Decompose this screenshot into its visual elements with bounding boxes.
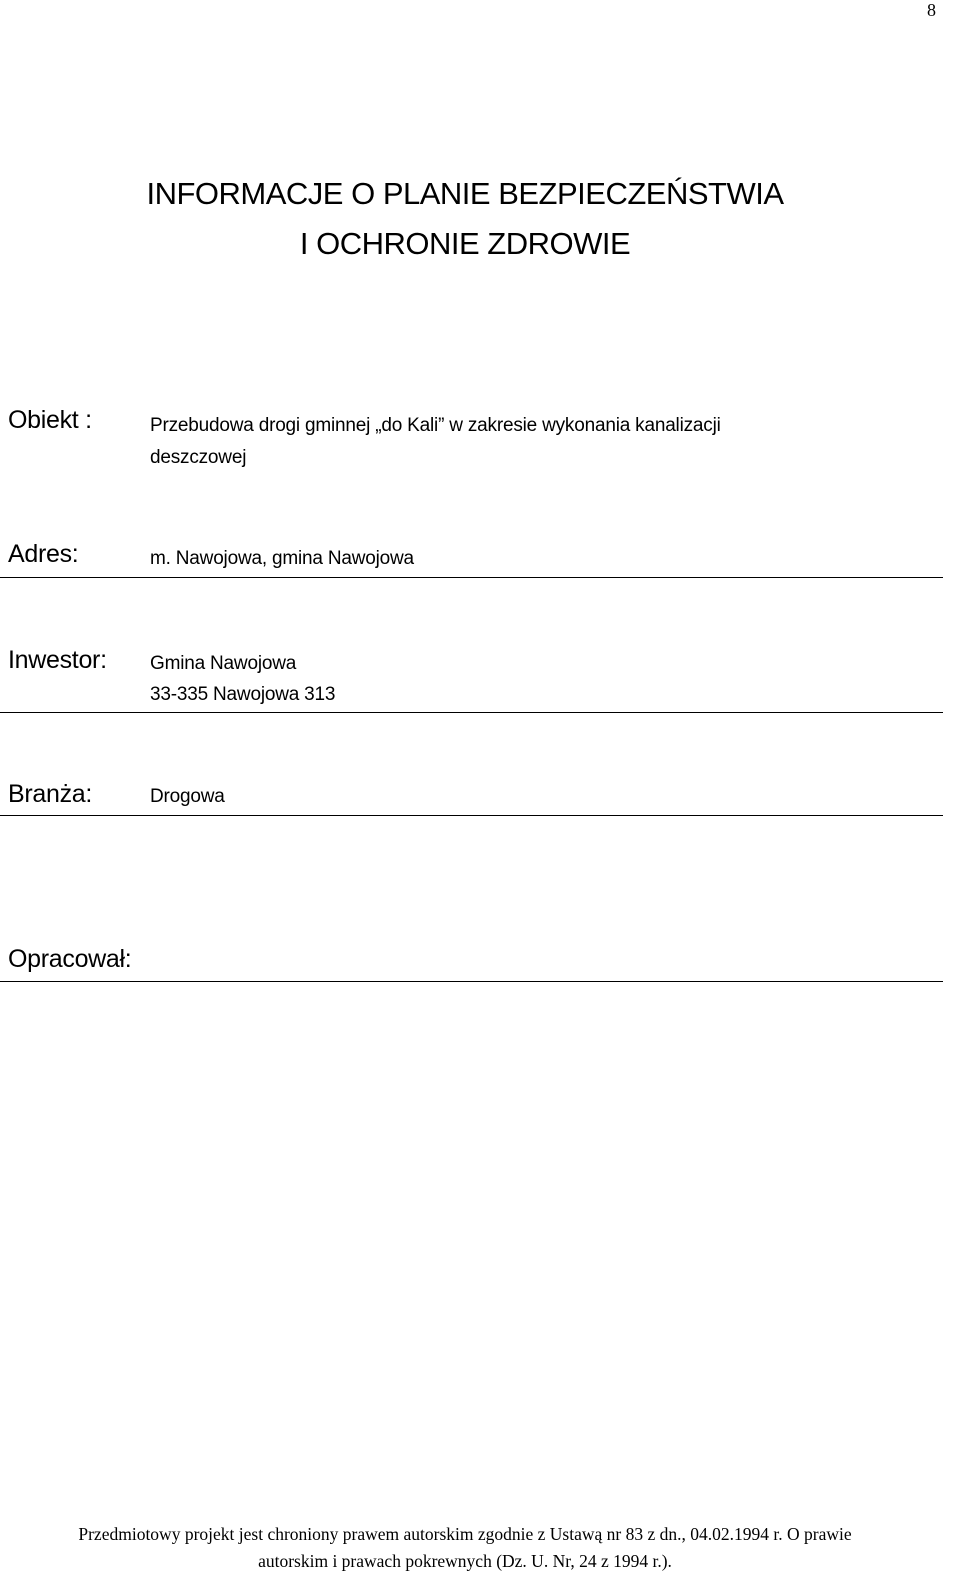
opracowal-divider xyxy=(0,981,943,982)
page-number: 8 xyxy=(927,0,936,20)
inwestor-divider xyxy=(0,712,943,713)
branza-divider xyxy=(0,815,943,816)
inwestor-value-line-1: Gmina Nawojowa xyxy=(150,653,297,674)
adres-divider xyxy=(0,577,943,578)
obiekt-label: Obiekt : xyxy=(8,406,92,434)
obiekt-value-line-1: Przebudowa drogi gminnej „do Kali” w zakresie wykonania kanalizacji xyxy=(150,415,721,436)
document-title-line-2: I OCHRONIE ZDROWIE xyxy=(299,226,631,261)
adres-label: Adres: xyxy=(8,540,79,568)
copyright-footer xyxy=(0,1521,930,1575)
inwestor-value-line-2: 33-335 Nawojowa 313 xyxy=(150,684,336,705)
opracowal-label: Opracował: xyxy=(8,945,132,973)
copyright-footer-line-1: Przedmiotowy projekt jest chroniony prawem autorskim zgodnie z Ustawą nr 83 z dn., 04.02.1994 r. O prawie xyxy=(78,1524,852,1544)
document-title-line-1: INFORMACJE O PLANIE BEZPIECZEŃSTWIA xyxy=(146,176,784,211)
copyright-footer-line-2: autorskim i prawach pokrewnych (Dz. U. Nr, 24 z 1994 r.). xyxy=(258,1551,672,1571)
inwestor-label: Inwestor: xyxy=(8,646,107,674)
branza-value: Drogowa xyxy=(150,786,225,807)
obiekt-value-line-2: deszczowej xyxy=(150,447,247,468)
adres-value: m. Nawojowa, gmina Nawojowa xyxy=(150,548,414,569)
branza-label: Branża: xyxy=(8,780,93,808)
